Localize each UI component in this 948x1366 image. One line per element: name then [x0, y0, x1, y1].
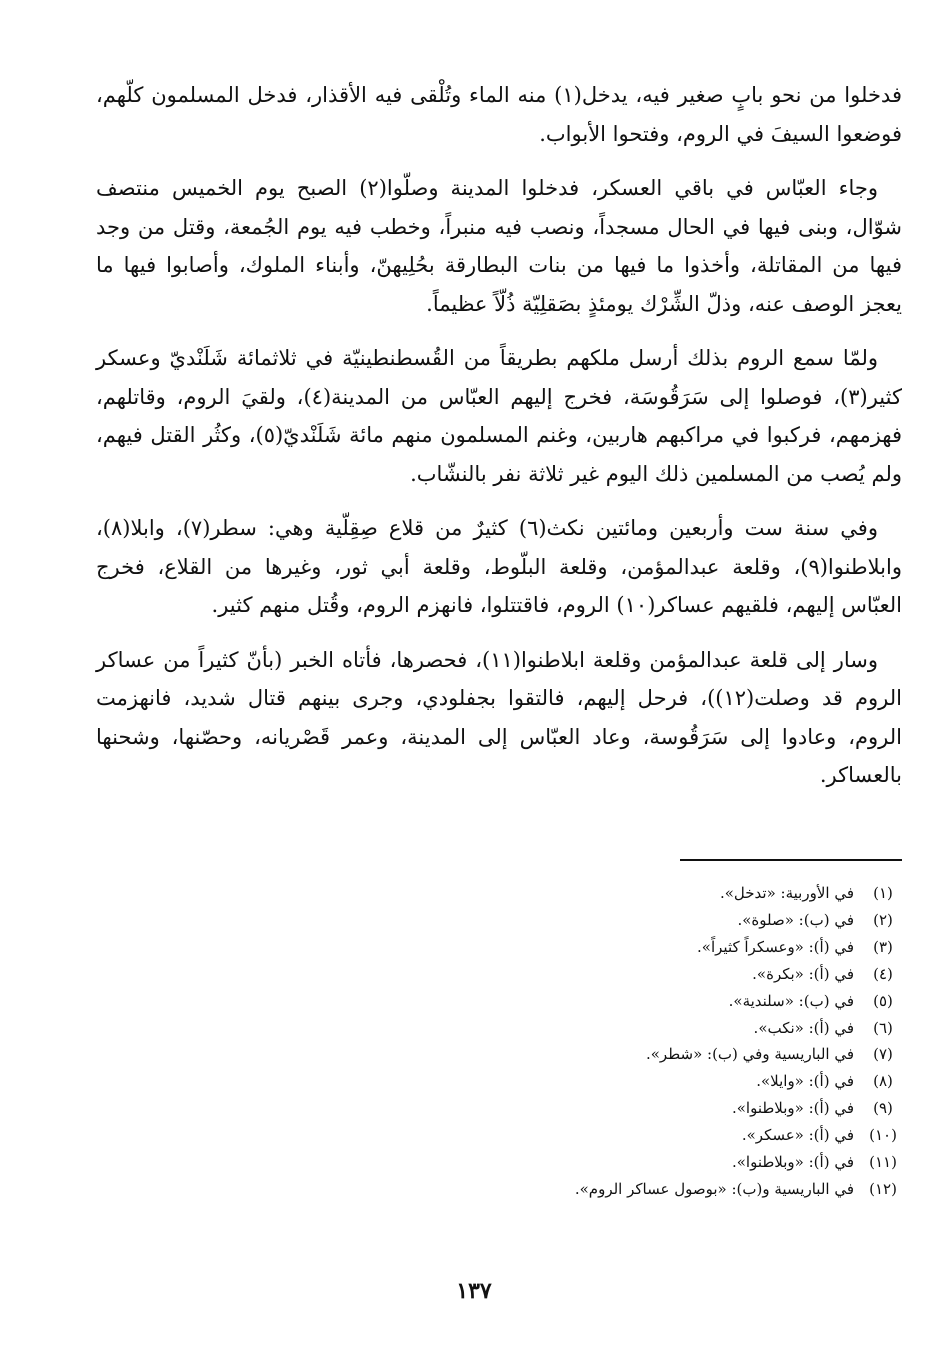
footnote: [320, 1041, 902, 1068]
page-number: ١٣٧: [456, 1278, 492, 1304]
footnote-number: (٥): [873, 991, 893, 1010]
paragraph-5: وسار إلى قلعة عبدالمؤمن وقلعة ابلاطنوا(١١)، فحصرها، فأتاه الخبر (بأنّ كثيراً من عساكر الروم قد وصلت(١٢))، فرحل إليهم، فالتقوا بجفلودي، وجرى بينهم قتال شديد، فانهزمت الروم، وعادوا إلى سَرَقُوسة، وعاد العبّاس إلى المدينة، وعمر قَصْريانه، وحصّنها، وشحنها بالعساكر.: [96, 647, 902, 787]
footnote-number: (٧): [873, 1045, 893, 1064]
footnote: [320, 907, 902, 934]
footnote: [320, 1122, 902, 1149]
footnote-text: في الباريسية وفي (ب): «شطر».: [645, 1045, 854, 1064]
footnote: [320, 1176, 902, 1203]
footnote-number: (٤): [873, 964, 893, 983]
footnote-number: (٢): [873, 910, 893, 929]
footnote-number: (١٠): [869, 1126, 897, 1145]
footnote-text: في (أ): «وبلاطنوا».: [731, 1153, 854, 1172]
footnote-text: في (أ): «عسكر».: [741, 1126, 854, 1145]
footnote-number: (٩): [873, 1099, 893, 1118]
footnote: [320, 988, 902, 1015]
footnote: [320, 1149, 902, 1176]
footnote-text: في الباريسية و(ب): «بوصول عساكر الروم».: [574, 1179, 854, 1198]
footnote-text: في الأوربية: «تدخل».: [719, 884, 854, 902]
footnote-text: في (ب): «سلندية».: [728, 991, 854, 1010]
footnotes-list: [320, 880, 902, 1203]
footnote: [320, 1095, 902, 1122]
footnote-separator: [680, 859, 902, 861]
footnote-number: (١١): [869, 1153, 897, 1172]
footnote-number: (٨): [873, 1072, 893, 1091]
footnote: [320, 934, 902, 961]
main-text: [96, 76, 902, 811]
footnote: [320, 961, 902, 988]
footnote-number: (٣): [873, 937, 893, 956]
footnote-text: في (أ): «وايلا».: [756, 1072, 854, 1091]
footnote-text: في (أ): «بكرة».: [752, 964, 854, 983]
paragraph-2: وجاء العبّاس في باقي العسكر، فدخلوا المدينة وصلّوا(٢) الصبح يوم الخميس منتصف شوّال، وبنى فيها في الحال مسجداً، ونصب فيه منبراً، وخطب فيه يوم الجُمعة، وقتل من وجد فيها من المقاتلة، وأخذوا ما فيها من بنات البطارقة بحُلِيهنّ، وأبناء الملوك، وأصابوا فيها ما يعجز الوصف عنه، وذلّ الشِّرْك يومئذٍ بصَقلِيّة ذُلّاً عظيماً.: [96, 176, 902, 316]
footnote-text: في (أ): «وبلاطنوا».: [731, 1099, 854, 1118]
footnote-text: في (أ): «وعسكراً كثيراً».: [697, 937, 854, 956]
paragraph-4: وفي سنة ست وأربعين ومائتين نكث(٦) كثيرٌ من قلاع صِقِلّية وهي: سطر(٧)، وابلا(٨)، وابلاطنوا(٩)، وقلعة عبدالمؤمن، وقلعة البلّوط، وقلعة أبي ثور، وغيرها من القلاع، فخرج العبّاس إليهم، فلقيهم عساكر(١٠) الروم، فاقتتلوا، فانهزم الروم، وقُتل منهم كثير.: [96, 516, 902, 617]
footnote-text: في (أ): «نكب».: [753, 1018, 854, 1037]
footnote-number: (٦): [873, 1018, 893, 1037]
footnote: [320, 1068, 902, 1095]
paragraph-1: فدخلوا من نحو بابٍ صغير فيه، يدخل(١) منه الماء وتُلْقى فيه الأقذار، فدخل المسلمون كلّهم، فوضعوا السيفَ في الروم، وفتحوا الأبواب.: [96, 83, 902, 146]
footnote: [320, 1015, 902, 1042]
footnote-text: في (ب): «صلوة».: [737, 910, 854, 929]
paragraph-3: ولمّا سمع الروم بذلك أرسل ملكهم بطريقاً من القُسطنطينيّة في ثلاثمائة شَلَنْديّ وعسكر كثير(٣)، فوصلوا إلى سَرَقُوسَة، فخرج إليهم العبّاس من المدينة(٤)، ولقيَ الروم، وقاتلهم، فهزمهم، فركبوا في مراكبهم هاربين، وغنم المسلمون منهم مائة شَلَنْديّ(٥)، وكثُر القتل فيهم، ولم يُصب من المسلمين ذلك اليوم غير ثلاثة نفر بالنشّاب.: [96, 346, 903, 486]
footnote: [320, 880, 902, 907]
footnote-number: (١): [873, 884, 893, 902]
footnote-number: (١٢): [869, 1179, 897, 1198]
